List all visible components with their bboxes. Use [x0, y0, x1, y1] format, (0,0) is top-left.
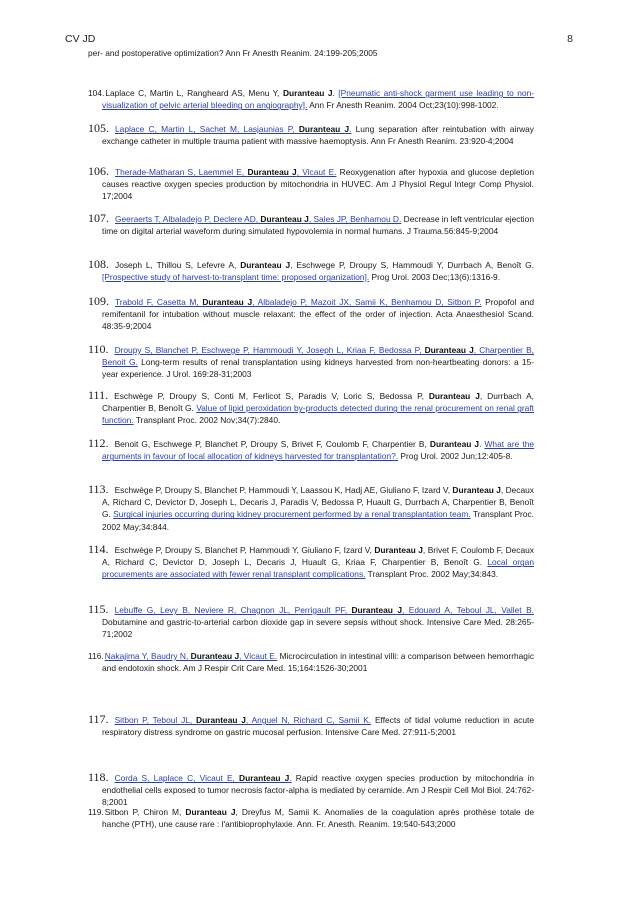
reference-text: Transplant Proc. 2002 May;34:844.	[102, 509, 535, 532]
reference-number: 106.	[88, 164, 109, 178]
reference-link[interactable]: Sitbon P, Teboul JL,	[114, 715, 197, 725]
reference-number: 109.	[88, 294, 109, 308]
reference-number: 110.	[88, 342, 109, 356]
reference-item	[88, 603, 534, 641]
reference-link[interactable]: , Vicaut E.	[296, 167, 337, 177]
page-number: 8	[567, 33, 573, 45]
reference-number: 111.	[88, 388, 109, 402]
reference-item	[88, 389, 534, 427]
reference-text: Eschwège P, Droupy S, Blanchet P, Hammoudi Y, Giuliano F, Izard V,	[114, 545, 375, 555]
author-highlight: Duranteau J	[452, 485, 501, 495]
reference-item	[88, 483, 534, 533]
header-left: CV JD	[65, 33, 96, 45]
reference-item	[88, 47, 534, 59]
reference-text: Prog Urol. 2002 Jun;12:405-8.	[398, 451, 513, 462]
reference-text: per- and postoperative optimization? Ann Fr Anesth Reanim. 24:199-205;2005	[88, 48, 378, 58]
reference-link[interactable]: Surgical injuries occurring during kidney procurement performed by a renal transplantation team.	[113, 509, 471, 520]
reference-link[interactable]: Duranteau J	[239, 773, 290, 783]
reference-text: Dobutamine and gastric-to-arterial carbon dioxide gap in severe sepsis without shock. Intensive Care Med. 28:265-71;2002	[102, 617, 534, 640]
reference-text: Transplant Proc. 2002 May;34:843.	[365, 569, 499, 580]
reference-number: 119.	[88, 807, 104, 817]
reference-number: 107.	[88, 211, 109, 225]
reference-link[interactable]: Duranteau J	[298, 124, 350, 134]
reference-text: Propofol and remifentanil for intubation without muscle relaxant: the effect of the order of injection. Acta Anaesthesiol Scand. 48:35-9;2004	[102, 297, 535, 332]
reference-text: Sitbon P, Chiron M,	[104, 807, 186, 817]
reference-link[interactable]: [Pneumatic anti-shock garment use leading to non-visualization of pelvic arterial bleeding on angiography].	[102, 88, 535, 111]
reference-link[interactable]: Laplace C, Martin L, Sachet M, Lasjaunias P,	[115, 124, 299, 134]
author-highlight: Duranteau J	[429, 439, 480, 449]
reference-text: Transplant Proc. 2002 Nov;34(7):2840.	[133, 415, 281, 426]
reference-link[interactable]: Local organ procurements are associated with fewer renal transplant complications.	[102, 557, 534, 580]
reference-number: 116.	[88, 651, 104, 661]
reference-number: 105.	[88, 121, 109, 135]
reference-item	[88, 437, 534, 462]
reference-item	[88, 122, 534, 147]
reference-text: Long-term results of renal transplantation using kidneys harvested from non-heartbeating donors: a 15-year experience. J Urol. 169:28-31;2003	[102, 357, 535, 380]
reference-item	[88, 806, 534, 830]
author-highlight: Duranteau J	[428, 391, 480, 401]
reference-link[interactable]: .	[289, 773, 292, 783]
author-highlight: Duranteau J	[185, 807, 236, 817]
reference-link[interactable]: Duranteau J	[424, 345, 474, 355]
reference-number: 117.	[88, 712, 109, 726]
reference-item	[88, 258, 534, 283]
reference-text: Microcirculation in intestinal villi: a comparison between hemorrhagic and endotoxin shock. Am J Respir Crit Care Med. 15;164:1526-30;2001	[102, 651, 535, 674]
reference-link[interactable]: Value of lipid peroxidation by-products detected during the renal procurement on renal graft function.	[102, 403, 534, 426]
reference-text: , Eschwege P, Droupy S, Hammoudi Y, Durrbach A, Benoît G.	[290, 260, 534, 270]
reference-text: , Durrbach A, Charpentier B, Benoît G.	[102, 391, 534, 414]
reference-number: 104.	[88, 88, 105, 98]
reference-item	[88, 295, 534, 333]
reference-number: 108.	[88, 257, 109, 271]
reference-link[interactable]: , Anguel N, Richard C, Samii K.	[245, 715, 372, 725]
reference-number: 115.	[88, 602, 109, 616]
reference-number: 112.	[88, 436, 109, 450]
reference-link[interactable]: Nakajima Y, Baudry N,	[104, 651, 191, 661]
reference-number: 113.	[88, 482, 109, 496]
reference-link[interactable]: Therade-Matharan S, Laemmel E,	[115, 167, 248, 177]
reference-link[interactable]: , Vicaut E.	[239, 651, 278, 661]
reference-text: Decrease in left ventricular ejection time on digital arterial waveform during simulated hypovolemia in normal humans. J Trauma.56:845-9;2004	[102, 214, 534, 237]
reference-text: Ann Fr Anesth Reanim. 2004 Oct;23(10):998-1002.	[307, 100, 499, 111]
reference-link[interactable]: Duranteau J	[351, 605, 402, 615]
reference-text: , Decaux A, Richard C, Devictor D, Joseph L, Decaris J, Paradis V, Bedossa P, Huault G, Durrbach A, Charpentier B, Benoît G.	[102, 485, 534, 520]
reference-text: Reoxygenation after hypoxia and glucose depletion causes reactive oxygen species production by mitochondria in HUVEC. Am J Physiol Regul Integr Comp Physiol. 17;2004	[102, 167, 534, 202]
reference-link[interactable]: Corda S, Laplace C, Vicaut E,	[114, 773, 240, 783]
reference-text: Rapid reactive oxygen species production by mitochondria in endothelial cells exposed to tumor necrosis factor-alpha is mediated by ceramide. Am J Respir Cell Mol Biol. 24:762-8;2001	[102, 773, 534, 808]
reference-item	[88, 713, 534, 738]
reference-number: 114.	[88, 542, 109, 556]
reference-link[interactable]: Lebuffe G, Levy B, Neviere R, Chagnon JL, Perrigault PF,	[114, 605, 352, 615]
reference-item	[88, 343, 534, 381]
reference-text: .	[332, 88, 339, 98]
reference-link[interactable]: , Albaladejo P, Mazoit JX, Samii K, Benhamou D, Sitbon P.	[252, 297, 482, 307]
reference-link[interactable]: .	[349, 124, 352, 134]
reference-text: , Brivet F, Coulomb F, Decaux A, Richard C, Devictor D, Joseph L, Decaris J, Huault G, Kriaa F, Charpentier B, Benoît G.	[102, 545, 534, 568]
reference-link[interactable]: Geeraerts T, Albaladejo P, Declere AD,	[115, 214, 261, 224]
reference-text: Joseph L, Thillou S, Lefevre A,	[115, 260, 241, 270]
reference-link[interactable]: Trabold F, Casetta M,	[115, 297, 203, 307]
reference-item	[88, 543, 534, 581]
author-highlight: Duranteau J	[282, 88, 333, 98]
reference-link[interactable]: Droupy S, Blanchet P, Eschwege P, Hammoudi Y, Joseph L, Kriaa F, Bedossa P,	[114, 345, 425, 355]
reference-number: 118.	[88, 770, 109, 784]
reference-link[interactable]: Duranteau J	[190, 651, 240, 661]
reference-link[interactable]: , Sales JP, Benhamou D.	[308, 214, 402, 224]
reference-text: .	[479, 439, 485, 449]
reference-link[interactable]: Duranteau J	[247, 167, 297, 177]
reference-item	[88, 165, 534, 203]
reference-link[interactable]: Duranteau J	[196, 715, 246, 725]
reference-link[interactable]: , Edouard A, Teboul JL, Vallet B.	[402, 605, 534, 615]
reference-text: , Dreyfus M, Samii K. Anomalies de la coagulation après prothèse totale de hanche (PTH), une cause rare : l'antibioprophylaxie. Ann. Fr. Anesth. Reanim. 19:540-543;2000	[102, 807, 534, 830]
reference-item	[88, 650, 534, 674]
reference-item	[88, 212, 534, 237]
reference-text: Prog Urol. 2003 Dec;13(6):1316-9.	[369, 272, 501, 283]
reference-text: Benoit G, Eschwege P, Blanchet P, Droupy S, Brivet F, Coulomb F, Charpentier B,	[114, 439, 430, 449]
reference-text: Lung separation after reintubation with airway exchange catheter in multiple trauma patient with massive haemoptysis. Ann Fr Anesth Reanim. 23:920-4;2004	[102, 124, 534, 147]
reference-text: Laplace C, Martin L, Rangheard AS, Menu Y,	[105, 88, 283, 98]
author-highlight: Duranteau J	[240, 260, 291, 270]
reference-link[interactable]: , Charpentier B, Benoit G.	[102, 345, 534, 368]
reference-item	[88, 87, 534, 111]
reference-link[interactable]: What are the arguments in favour of local allocation of kidneys harvested for transplantation?.	[102, 439, 535, 462]
reference-text: Effects of tidal volume reduction in acute respiratory distress syndrome on gastric mucosal perfusion. Intensive Care Med. 27:911-5;2001	[102, 715, 534, 738]
reference-text: Eschwège P, Droupy S, Blanchet P, Hammoudi Y, Laassou K, Hadj AE, Giuliano F, Izard V,	[114, 485, 453, 495]
reference-link[interactable]: Duranteau J	[260, 214, 309, 224]
reference-item	[88, 771, 534, 809]
author-highlight: Duranteau J	[374, 545, 423, 555]
reference-text: Eschwège P, Droupy S, Conti M, Ferlicot S, Paradis V, Loric S, Bedossa P,	[114, 391, 429, 401]
reference-link[interactable]: Duranteau J	[202, 297, 253, 307]
reference-link[interactable]: [Prospective study of harvest-to-transplant time: proposed organization].	[102, 272, 370, 283]
